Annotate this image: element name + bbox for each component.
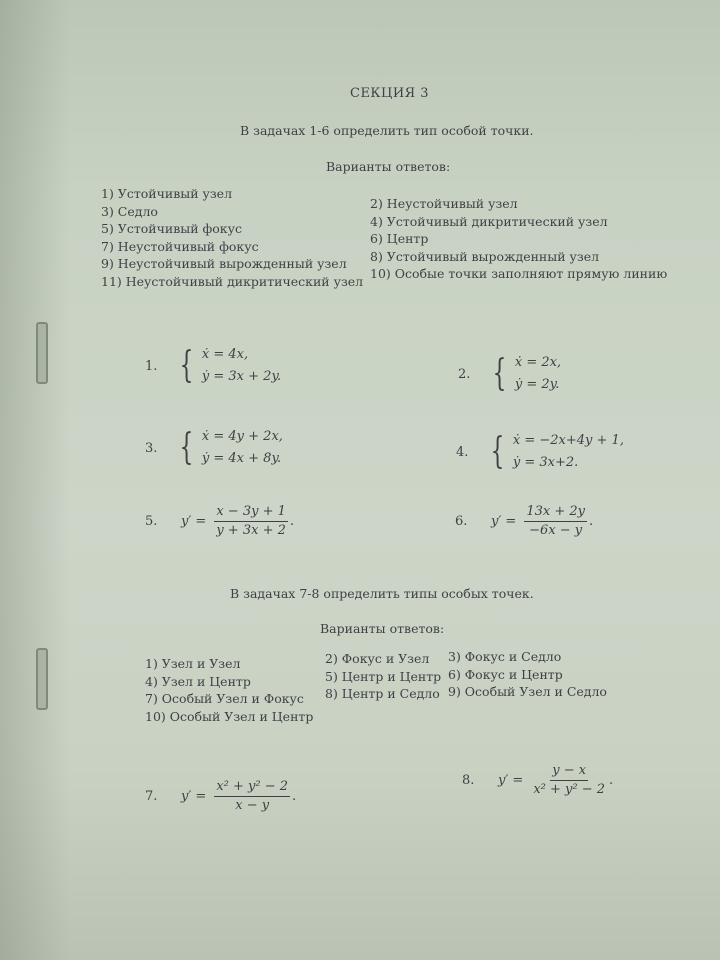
- task2-intro: В задачах 7-8 определить типы особых точек.: [230, 586, 534, 601]
- numerator: x² + y² − 2: [214, 778, 290, 797]
- answer-option: 4) Устойчивый дикритический узел: [370, 213, 608, 229]
- answer-option: 6) Фокус и Центр: [448, 666, 563, 682]
- equation: ẏ = 4x + 8y.: [201, 451, 282, 466]
- problem-number: 6.: [455, 514, 468, 529]
- answer-option: 1) Узел и Узел: [145, 656, 241, 671]
- problem-number: 1.: [145, 358, 158, 374]
- fraction: [524, 503, 587, 540]
- problem-number: 4.: [456, 444, 469, 460]
- equation-end: .: [588, 514, 594, 529]
- problem-5: [145, 503, 294, 540]
- problem-number: 2.: [458, 366, 471, 382]
- answer-option: 9) Особый Узел и Седло: [448, 684, 607, 699]
- problem-number: 3.: [145, 440, 158, 456]
- answer-option: 9) Неустойчивый вырожденный узел: [101, 256, 347, 271]
- problem-7: [145, 778, 296, 815]
- denominator: −6x − y: [529, 523, 583, 538]
- fraction: [214, 503, 288, 540]
- denominator: y + 3x + 2: [216, 523, 286, 538]
- problem-number: 8.: [462, 773, 475, 788]
- denominator: x² + y² − 2: [533, 782, 606, 797]
- page-shadow: [0, 0, 70, 960]
- numerator: 13x + 2y: [524, 503, 587, 522]
- equation: ẏ = 3x + 2y.: [201, 369, 282, 384]
- answer-option: 2) Неустойчивый узел: [370, 196, 518, 211]
- numerator: x − 3y + 1: [214, 503, 288, 522]
- answer-option: 1) Устойчивый узел: [101, 186, 233, 201]
- answer-option: 7) Неустойчивый фокус: [101, 238, 259, 254]
- answers-title-1: Варианты ответов:: [326, 159, 451, 174]
- problem-1: [145, 344, 281, 388]
- problem-6: [455, 503, 593, 540]
- section-title: СЕКЦИЯ 3: [350, 86, 430, 101]
- equation-end: .: [292, 789, 297, 804]
- problem-number: 5.: [145, 514, 158, 529]
- answer-option: 6) Центр: [370, 231, 429, 246]
- answer-option: 10) Особый Узел и Центр: [145, 708, 314, 724]
- brace: {: [492, 353, 507, 394]
- answers2-col1-list: [145, 655, 313, 725]
- equation-lhs: y′ =: [491, 514, 517, 529]
- answer-option: 2) Фокус и Узел: [325, 651, 430, 666]
- denominator: x − y: [235, 798, 270, 813]
- answer-option: 3) Седло: [101, 203, 158, 219]
- task1-intro: В задачах 1-6 определить тип особой точки.: [240, 123, 534, 138]
- answer-option: 5) Центр и Центр: [325, 668, 442, 684]
- answers1-right-list: [370, 195, 667, 283]
- equation: ẋ = 2x,: [514, 355, 562, 370]
- answer-option: 4) Узел и Центр: [145, 673, 251, 689]
- equation-lhs: y′ =: [181, 789, 207, 804]
- answer-option: 8) Устойчивый вырожденный узел: [370, 248, 600, 264]
- problem-number: 7.: [145, 789, 158, 804]
- problem-2: [458, 352, 561, 396]
- answer-option: 3) Фокус и Седло: [448, 649, 562, 664]
- answers1-left-list: [101, 185, 363, 290]
- answer-option: 10) Особые точки заполняют прямую линию: [370, 266, 668, 281]
- brace: {: [179, 427, 194, 468]
- binding-hole-top: [36, 322, 48, 384]
- answer-option: 7) Особый Узел и Фокус: [145, 691, 304, 706]
- problem-8: [462, 762, 613, 799]
- equation: ẏ = 2y.: [514, 377, 560, 392]
- answers-title-2: Варианты ответов:: [320, 621, 445, 636]
- equation-lhs: y′ =: [181, 514, 207, 529]
- binding-hole-bottom: [36, 648, 48, 710]
- numerator: y − x: [550, 762, 588, 781]
- fraction: [531, 762, 607, 799]
- equation-lhs: y′ =: [498, 773, 524, 788]
- answers2-col2-list: [325, 650, 441, 703]
- problem-4: [456, 430, 624, 474]
- equation: ẋ = −2x+4y + 1,: [512, 433, 624, 448]
- brace: {: [179, 345, 194, 386]
- equation-end: .: [609, 773, 614, 788]
- answer-option: 8) Центр и Седло: [325, 686, 440, 701]
- answers2-col3-list: [448, 648, 607, 701]
- fraction: [214, 778, 290, 815]
- equation: ẋ = 4x,: [201, 347, 249, 362]
- answer-option: 5) Устойчивый фокус: [101, 221, 242, 236]
- brace: {: [490, 431, 505, 472]
- problem-3: [145, 426, 283, 470]
- answer-option: 11) Неустойчивый дикритический узел: [101, 273, 364, 289]
- equation: ẏ = 3x+2.: [512, 455, 579, 470]
- equation-end: .: [289, 514, 295, 529]
- equation: ẋ = 4y + 2x,: [201, 429, 283, 444]
